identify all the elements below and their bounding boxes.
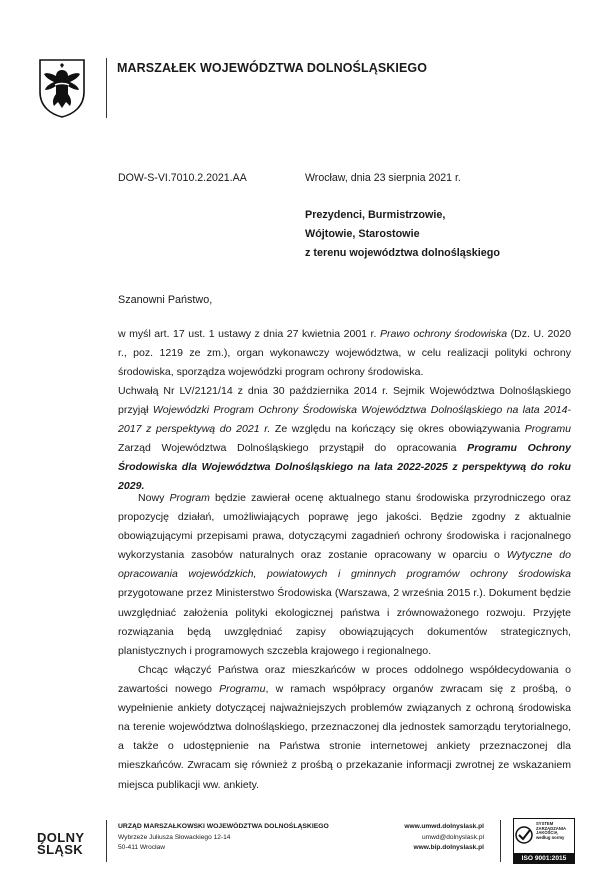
paragraph-4: Chcąc włączyć Państwa oraz mieszkańców w proces oddolnego współdecydowania o zawartości nowego Programu, w ramach współpracy organów zwracam się z prośbą, o wypełnienie ankiety dotyczącej najważniejszych problemów związanych z ochroną środowiska na terenie województwa dolnośląskiego, przeznaczonej dla jednostek samorządu terytorialnego, a także o udostępnienie na Państwa stronie internetowej ankiety przeznaczonej dla mieszkańców. Zwracam się również z prośbą o przekazanie informacji zwrotnej ze wskazaniem miejsca publikacji ww. ankiety. [118, 664, 571, 791]
coat-of-arms-eagle-icon [38, 58, 86, 118]
footer-office-address: URZĄD MARSZAŁKOWSKI WOJEWÓDZTWA DOLNOŚLĄSKIEGO Wybrzeże Juliusza Słowackiego 12-14 50-411 Wrocław [118, 823, 329, 852]
header-divider [106, 58, 107, 118]
footer-contacts [380, 822, 484, 854]
paragraph-3: Nowy Program będzie zawierał ocenę aktualnego stanu środowiska przyrodniczego oraz propozycję działań, umożliwiających poprawę jego jakości. Będzie zgodny z aktualnie obowiązującymi przepisami prawa, dotyczącymi zagadnień ochrony środowiska i racjonalnego wykorzystania zasobów naturalnych oraz zostanie opracowany w oparciu o Wytyczne do opracowania wojewódzkich, powiatowych i gminnych programów ochrony środowiska przygotowane przez Ministerstwo Środowiska (Warszawa, 2 września 2015 r.). Dokument będzie uwzględniać założenia polityki ekologicznej państwa i zrównoważonego rozwoju. Przyjęte rozwiązania będą uwzględniać zapisy obowiązujących dokumentów strategicznych, planistycznych i programowych szczebla krajowego i regionalnego. [118, 492, 571, 657]
salutation: Szanowni Państwo, [118, 294, 213, 306]
recipient-line-1: Prezydenci, Burmistrzowie, [305, 209, 446, 221]
dolny-slask-logo: DOLNY ŚLĄSK [37, 830, 85, 857]
office-title: MARSZAŁEK WOJEWÓDZTWA DOLNOŚLĄSKIEGO [117, 61, 428, 75]
footer-divider-right [500, 820, 501, 862]
email-link[interactable]: umwd@dolnyslask.pl [421, 833, 484, 841]
iso-certificate-number: ISO 9001:2015 [513, 853, 575, 864]
recipient-line-3: z terenu województwa dolnośląskiego [305, 247, 500, 259]
website-link[interactable]: www.umwd.dolnyslask.pl [404, 823, 484, 830]
reference-number: DOW-S-VI.7010.2.2021.AA [118, 172, 247, 184]
paragraph-2: Uchwałą Nr LV/2121/14 z dnia 30 października 2014 r. Sejmik Województwa Dolnośląskiego przyjął Wojewódzki Program Ochrony Środowiska Województwa Dolnośląskiego na lata 2014-2017 z perspektywą do 2021 r. Ze względu na kończący się okres obowiązywania Programu Zarząd Województwa Dolnośląskiego przystąpił do opracowania Programu Ochrony Środowiska dla Województwa Dolnośląskiego na lata 2022-2025 z perspektywą do roku 2029. [118, 385, 571, 493]
iso-label: SYSTEM ZARZĄDZANIA JAKOŚCIĄ według normy [536, 821, 567, 840]
footer-divider [106, 820, 107, 862]
recipient-line-2: Wójtowie, Starostowie [305, 228, 420, 240]
bip-link[interactable]: www.bip.dolnyslask.pl [413, 844, 484, 852]
paragraph-1: w myśl art. 17 ust. 1 ustawy z dnia 27 kwietnia 2001 r. Prawo ochrony środowiska (Dz. U. 2020 r., poz. 1219 ze zm.), organ wykonawczy województwa, w celu realizacji polityki ochrony środowiska, sporządza wojewódzki program ochrony środowiska. [118, 328, 571, 379]
date-line: Wrocław, dnia 23 sierpnia 2021 r. [305, 172, 461, 184]
